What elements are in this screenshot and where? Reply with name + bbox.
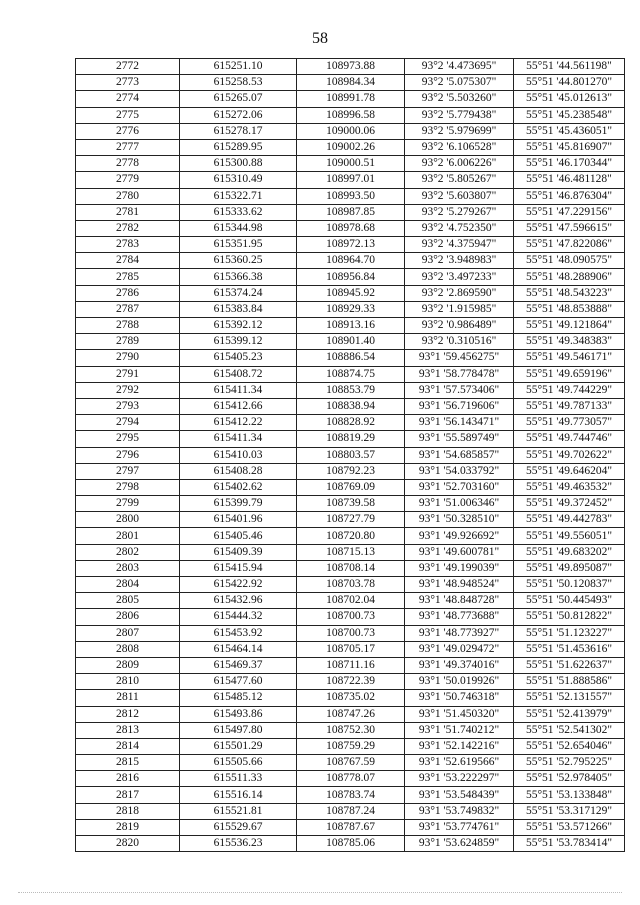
point-number-cell: 2813 <box>76 722 180 738</box>
point-number-cell: 2801 <box>76 528 180 544</box>
point-number-cell: 2804 <box>76 577 180 593</box>
table-row <box>76 657 625 673</box>
x-coordinate-cell: 615401.96 <box>180 512 297 528</box>
longitude-cell: 93°1 '56.719606" <box>405 398 514 414</box>
table-row <box>76 463 625 479</box>
x-coordinate-cell: 615272.06 <box>180 107 297 123</box>
y-coordinate-cell: 108778.07 <box>297 771 405 787</box>
table-row <box>76 690 625 706</box>
longitude-cell: 93°2 '5.503260" <box>405 91 514 107</box>
y-coordinate-cell: 108735.02 <box>297 690 405 706</box>
longitude-cell: 93°2 '5.279267" <box>405 204 514 220</box>
longitude-cell: 93°2 '2.869590" <box>405 285 514 301</box>
y-coordinate-cell: 108913.16 <box>297 318 405 334</box>
latitude-cell: 55°51 '50.120837" <box>514 577 625 593</box>
point-number-cell: 2788 <box>76 318 180 334</box>
y-coordinate-cell: 108720.80 <box>297 528 405 544</box>
table-row <box>76 674 625 690</box>
point-number-cell: 2785 <box>76 269 180 285</box>
table-row <box>76 771 625 787</box>
y-coordinate-cell: 108739.58 <box>297 496 405 512</box>
longitude-cell: 93°1 '48.773688" <box>405 609 514 625</box>
y-coordinate-cell: 108972.13 <box>297 237 405 253</box>
table-row <box>76 803 625 819</box>
longitude-cell: 93°1 '57.573406" <box>405 382 514 398</box>
latitude-cell: 55°51 '44.561198" <box>514 59 625 75</box>
latitude-cell: 55°51 '47.822086" <box>514 237 625 253</box>
longitude-cell: 93°2 '5.979699" <box>405 123 514 139</box>
longitude-cell: 93°2 '4.473695" <box>405 59 514 75</box>
point-number-cell: 2773 <box>76 75 180 91</box>
latitude-cell: 55°51 '48.543223" <box>514 285 625 301</box>
longitude-cell: 93°1 '50.328510" <box>405 512 514 528</box>
table-row <box>76 59 625 75</box>
coordinates-table <box>75 58 625 852</box>
latitude-cell: 55°51 '51.888586" <box>514 674 625 690</box>
longitude-cell: 93°1 '52.619566" <box>405 755 514 771</box>
x-coordinate-cell: 615505.66 <box>180 755 297 771</box>
point-number-cell: 2810 <box>76 674 180 690</box>
x-coordinate-cell: 615477.60 <box>180 674 297 690</box>
y-coordinate-cell: 108747.26 <box>297 706 405 722</box>
y-coordinate-cell: 108828.92 <box>297 415 405 431</box>
x-coordinate-cell: 615453.92 <box>180 625 297 641</box>
x-coordinate-cell: 615493.86 <box>180 706 297 722</box>
table-row <box>76 237 625 253</box>
longitude-cell: 93°1 '56.143471" <box>405 415 514 431</box>
table-row <box>76 285 625 301</box>
y-coordinate-cell: 109000.06 <box>297 123 405 139</box>
table-row <box>76 560 625 576</box>
table-row <box>76 123 625 139</box>
point-number-cell: 2791 <box>76 366 180 382</box>
longitude-cell: 93°2 '6.006226" <box>405 156 514 172</box>
y-coordinate-cell: 108978.68 <box>297 220 405 236</box>
table-row <box>76 819 625 835</box>
point-number-cell: 2797 <box>76 463 180 479</box>
y-coordinate-cell: 108973.88 <box>297 59 405 75</box>
point-number-cell: 2786 <box>76 285 180 301</box>
latitude-cell: 55°51 '48.853888" <box>514 301 625 317</box>
latitude-cell: 55°51 '49.659196" <box>514 366 625 382</box>
x-coordinate-cell: 615411.34 <box>180 382 297 398</box>
longitude-cell: 93°2 '5.603807" <box>405 188 514 204</box>
latitude-cell: 55°51 '48.090575" <box>514 253 625 269</box>
table-row <box>76 787 625 803</box>
longitude-cell: 93°1 '53.774761" <box>405 819 514 835</box>
coordinates-table-body <box>76 59 625 852</box>
table-row <box>76 318 625 334</box>
longitude-cell: 93°1 '50.746318" <box>405 690 514 706</box>
latitude-cell: 55°51 '49.546171" <box>514 350 625 366</box>
y-coordinate-cell: 108853.79 <box>297 382 405 398</box>
point-number-cell: 2798 <box>76 479 180 495</box>
table-row <box>76 220 625 236</box>
longitude-cell: 93°1 '49.199039" <box>405 560 514 576</box>
x-coordinate-cell: 615485.12 <box>180 690 297 706</box>
y-coordinate-cell: 108759.29 <box>297 738 405 754</box>
y-coordinate-cell: 108715.13 <box>297 544 405 560</box>
longitude-cell: 93°2 '3.948983" <box>405 253 514 269</box>
y-coordinate-cell: 108997.01 <box>297 172 405 188</box>
y-coordinate-cell: 108752.30 <box>297 722 405 738</box>
longitude-cell: 93°1 '48.848728" <box>405 593 514 609</box>
y-coordinate-cell: 109002.26 <box>297 139 405 155</box>
x-coordinate-cell: 615411.34 <box>180 431 297 447</box>
point-number-cell: 2772 <box>76 59 180 75</box>
latitude-cell: 55°51 '49.895087" <box>514 560 625 576</box>
x-coordinate-cell: 615501.29 <box>180 738 297 754</box>
longitude-cell: 93°1 '55.589749" <box>405 431 514 447</box>
latitude-cell: 55°51 '49.556051" <box>514 528 625 544</box>
table-row <box>76 204 625 220</box>
x-coordinate-cell: 615265.07 <box>180 91 297 107</box>
y-coordinate-cell: 108956.84 <box>297 269 405 285</box>
x-coordinate-cell: 615278.17 <box>180 123 297 139</box>
latitude-cell: 55°51 '47.229156" <box>514 204 625 220</box>
point-number-cell: 2815 <box>76 755 180 771</box>
x-coordinate-cell: 615536.23 <box>180 836 297 852</box>
longitude-cell: 93°1 '49.926692" <box>405 528 514 544</box>
latitude-cell: 55°51 '53.133848" <box>514 787 625 803</box>
longitude-cell: 93°2 '6.106528" <box>405 139 514 155</box>
x-coordinate-cell: 615444.32 <box>180 609 297 625</box>
point-number-cell: 2811 <box>76 690 180 706</box>
longitude-cell: 93°1 '49.374016" <box>405 657 514 673</box>
table-row <box>76 447 625 463</box>
table-row <box>76 172 625 188</box>
table-row <box>76 107 625 123</box>
point-number-cell: 2807 <box>76 625 180 641</box>
x-coordinate-cell: 615497.80 <box>180 722 297 738</box>
latitude-cell: 55°51 '52.541302" <box>514 722 625 738</box>
latitude-cell: 55°51 '53.317129" <box>514 803 625 819</box>
longitude-cell: 93°1 '51.740212" <box>405 722 514 738</box>
table-row <box>76 706 625 722</box>
table-row <box>76 188 625 204</box>
latitude-cell: 55°51 '46.481128" <box>514 172 625 188</box>
x-coordinate-cell: 615399.79 <box>180 496 297 512</box>
x-coordinate-cell: 615251.10 <box>180 59 297 75</box>
latitude-cell: 55°51 '52.654046" <box>514 738 625 754</box>
y-coordinate-cell: 108819.29 <box>297 431 405 447</box>
x-coordinate-cell: 615408.28 <box>180 463 297 479</box>
y-coordinate-cell: 108987.85 <box>297 204 405 220</box>
y-coordinate-cell: 108785.06 <box>297 836 405 852</box>
longitude-cell: 93°1 '59.456275" <box>405 350 514 366</box>
x-coordinate-cell: 615521.81 <box>180 803 297 819</box>
latitude-cell: 55°51 '44.801270" <box>514 75 625 91</box>
x-coordinate-cell: 615402.62 <box>180 479 297 495</box>
x-coordinate-cell: 615464.14 <box>180 641 297 657</box>
latitude-cell: 55°51 '45.012613" <box>514 91 625 107</box>
table-row <box>76 609 625 625</box>
table-row <box>76 755 625 771</box>
x-coordinate-cell: 615399.12 <box>180 334 297 350</box>
point-number-cell: 2819 <box>76 819 180 835</box>
y-coordinate-cell: 108993.50 <box>297 188 405 204</box>
longitude-cell: 93°1 '51.006346" <box>405 496 514 512</box>
latitude-cell: 55°51 '53.571266" <box>514 819 625 835</box>
point-number-cell: 2778 <box>76 156 180 172</box>
longitude-cell: 93°1 '54.685857" <box>405 447 514 463</box>
latitude-cell: 55°51 '52.795225" <box>514 755 625 771</box>
longitude-cell: 93°2 '4.752350" <box>405 220 514 236</box>
y-coordinate-cell: 108838.94 <box>297 398 405 414</box>
y-coordinate-cell: 108787.67 <box>297 819 405 835</box>
x-coordinate-cell: 615412.22 <box>180 415 297 431</box>
longitude-cell: 93°1 '53.222297" <box>405 771 514 787</box>
table-row <box>76 593 625 609</box>
point-number-cell: 2820 <box>76 836 180 852</box>
y-coordinate-cell: 108787.24 <box>297 803 405 819</box>
y-coordinate-cell: 108984.34 <box>297 75 405 91</box>
y-coordinate-cell: 108929.33 <box>297 301 405 317</box>
latitude-cell: 55°51 '50.812822" <box>514 609 625 625</box>
latitude-cell: 55°51 '51.622637" <box>514 657 625 673</box>
y-coordinate-cell: 108792.23 <box>297 463 405 479</box>
point-number-cell: 2795 <box>76 431 180 447</box>
latitude-cell: 55°51 '46.170344" <box>514 156 625 172</box>
point-number-cell: 2796 <box>76 447 180 463</box>
point-number-cell: 2780 <box>76 188 180 204</box>
table-row <box>76 334 625 350</box>
x-coordinate-cell: 615469.37 <box>180 657 297 673</box>
y-coordinate-cell: 108727.79 <box>297 512 405 528</box>
x-coordinate-cell: 615516.14 <box>180 787 297 803</box>
point-number-cell: 2790 <box>76 350 180 366</box>
longitude-cell: 93°1 '51.450320" <box>405 706 514 722</box>
longitude-cell: 93°2 '4.375947" <box>405 237 514 253</box>
point-number-cell: 2779 <box>76 172 180 188</box>
table-row <box>76 139 625 155</box>
point-number-cell: 2816 <box>76 771 180 787</box>
x-coordinate-cell: 615405.46 <box>180 528 297 544</box>
longitude-cell: 93°1 '48.773927" <box>405 625 514 641</box>
table-row <box>76 496 625 512</box>
longitude-cell: 93°1 '49.600781" <box>405 544 514 560</box>
y-coordinate-cell: 108996.58 <box>297 107 405 123</box>
latitude-cell: 55°51 '49.787133" <box>514 398 625 414</box>
y-coordinate-cell: 108991.78 <box>297 91 405 107</box>
x-coordinate-cell: 615410.03 <box>180 447 297 463</box>
x-coordinate-cell: 615322.71 <box>180 188 297 204</box>
point-number-cell: 2781 <box>76 204 180 220</box>
y-coordinate-cell: 108705.17 <box>297 641 405 657</box>
x-coordinate-cell: 615415.94 <box>180 560 297 576</box>
longitude-cell: 93°1 '50.019926" <box>405 674 514 690</box>
x-coordinate-cell: 615310.49 <box>180 172 297 188</box>
table-row <box>76 836 625 852</box>
latitude-cell: 55°51 '49.744229" <box>514 382 625 398</box>
table-row <box>76 156 625 172</box>
x-coordinate-cell: 615366.38 <box>180 269 297 285</box>
latitude-cell: 55°51 '48.288906" <box>514 269 625 285</box>
latitude-cell: 55°51 '51.453616" <box>514 641 625 657</box>
longitude-cell: 93°2 '3.497233" <box>405 269 514 285</box>
point-number-cell: 2787 <box>76 301 180 317</box>
point-number-cell: 2774 <box>76 91 180 107</box>
latitude-cell: 55°51 '46.876304" <box>514 188 625 204</box>
latitude-cell: 55°51 '49.463532" <box>514 479 625 495</box>
longitude-cell: 93°2 '5.805267" <box>405 172 514 188</box>
longitude-cell: 93°1 '48.948524" <box>405 577 514 593</box>
latitude-cell: 55°51 '52.978405" <box>514 771 625 787</box>
x-coordinate-cell: 615412.66 <box>180 398 297 414</box>
table-row <box>76 431 625 447</box>
longitude-cell: 93°1 '53.624859" <box>405 836 514 852</box>
table-row <box>76 366 625 382</box>
x-coordinate-cell: 615511.33 <box>180 771 297 787</box>
latitude-cell: 55°51 '49.683202" <box>514 544 625 560</box>
table-row <box>76 528 625 544</box>
point-number-cell: 2817 <box>76 787 180 803</box>
point-number-cell: 2782 <box>76 220 180 236</box>
point-number-cell: 2806 <box>76 609 180 625</box>
longitude-cell: 93°1 '54.033792" <box>405 463 514 479</box>
point-number-cell: 2789 <box>76 334 180 350</box>
longitude-cell: 93°1 '49.029472" <box>405 641 514 657</box>
latitude-cell: 55°51 '51.123227" <box>514 625 625 641</box>
latitude-cell: 55°51 '45.816907" <box>514 139 625 155</box>
point-number-cell: 2805 <box>76 593 180 609</box>
table-row <box>76 625 625 641</box>
table-row <box>76 91 625 107</box>
x-coordinate-cell: 615409.39 <box>180 544 297 560</box>
x-coordinate-cell: 615392.12 <box>180 318 297 334</box>
point-number-cell: 2809 <box>76 657 180 673</box>
x-coordinate-cell: 615360.25 <box>180 253 297 269</box>
x-coordinate-cell: 615374.24 <box>180 285 297 301</box>
table-row <box>76 301 625 317</box>
latitude-cell: 55°51 '49.372452" <box>514 496 625 512</box>
table-row <box>76 641 625 657</box>
point-number-cell: 2814 <box>76 738 180 754</box>
latitude-cell: 55°51 '49.773057" <box>514 415 625 431</box>
x-coordinate-cell: 615529.67 <box>180 819 297 835</box>
x-coordinate-cell: 615432.96 <box>180 593 297 609</box>
point-number-cell: 2800 <box>76 512 180 528</box>
point-number-cell: 2792 <box>76 382 180 398</box>
point-number-cell: 2775 <box>76 107 180 123</box>
latitude-cell: 55°51 '53.783414" <box>514 836 625 852</box>
x-coordinate-cell: 615258.53 <box>180 75 297 91</box>
table-row <box>76 382 625 398</box>
table-row <box>76 253 625 269</box>
y-coordinate-cell: 108945.92 <box>297 285 405 301</box>
y-coordinate-cell: 108708.14 <box>297 560 405 576</box>
latitude-cell: 55°51 '49.121864" <box>514 318 625 334</box>
x-coordinate-cell: 615383.84 <box>180 301 297 317</box>
longitude-cell: 93°1 '53.548439" <box>405 787 514 803</box>
latitude-cell: 55°51 '52.131557" <box>514 690 625 706</box>
y-coordinate-cell: 108874.75 <box>297 366 405 382</box>
point-number-cell: 2794 <box>76 415 180 431</box>
point-number-cell: 2803 <box>76 560 180 576</box>
table-row <box>76 479 625 495</box>
latitude-cell: 55°51 '45.436051" <box>514 123 625 139</box>
table-row <box>76 415 625 431</box>
longitude-cell: 93°1 '52.703160" <box>405 479 514 495</box>
point-number-cell: 2802 <box>76 544 180 560</box>
x-coordinate-cell: 615289.95 <box>180 139 297 155</box>
point-number-cell: 2783 <box>76 237 180 253</box>
table-row <box>76 350 625 366</box>
point-number-cell: 2777 <box>76 139 180 155</box>
y-coordinate-cell: 108964.70 <box>297 253 405 269</box>
y-coordinate-cell: 108901.40 <box>297 334 405 350</box>
y-coordinate-cell: 108700.73 <box>297 625 405 641</box>
longitude-cell: 93°1 '58.778478" <box>405 366 514 382</box>
x-coordinate-cell: 615333.62 <box>180 204 297 220</box>
point-number-cell: 2808 <box>76 641 180 657</box>
longitude-cell: 93°1 '52.142216" <box>405 738 514 754</box>
y-coordinate-cell: 109000.51 <box>297 156 405 172</box>
table-row <box>76 512 625 528</box>
point-number-cell: 2799 <box>76 496 180 512</box>
x-coordinate-cell: 615408.72 <box>180 366 297 382</box>
y-coordinate-cell: 108886.54 <box>297 350 405 366</box>
longitude-cell: 93°2 '5.779438" <box>405 107 514 123</box>
longitude-cell: 93°2 '0.986489" <box>405 318 514 334</box>
y-coordinate-cell: 108767.59 <box>297 755 405 771</box>
longitude-cell: 93°2 '5.075307" <box>405 75 514 91</box>
x-coordinate-cell: 615344.98 <box>180 220 297 236</box>
bottom-divider <box>18 892 622 894</box>
latitude-cell: 55°51 '49.442783" <box>514 512 625 528</box>
point-number-cell: 2812 <box>76 706 180 722</box>
point-number-cell: 2818 <box>76 803 180 819</box>
y-coordinate-cell: 108722.39 <box>297 674 405 690</box>
point-number-cell: 2793 <box>76 398 180 414</box>
y-coordinate-cell: 108711.16 <box>297 657 405 673</box>
x-coordinate-cell: 615405.23 <box>180 350 297 366</box>
latitude-cell: 55°51 '45.238548" <box>514 107 625 123</box>
table-row <box>76 398 625 414</box>
point-number-cell: 2776 <box>76 123 180 139</box>
point-number-cell: 2784 <box>76 253 180 269</box>
longitude-cell: 93°1 '53.749832" <box>405 803 514 819</box>
y-coordinate-cell: 108700.73 <box>297 609 405 625</box>
latitude-cell: 55°51 '49.744746" <box>514 431 625 447</box>
longitude-cell: 93°2 '0.310516" <box>405 334 514 350</box>
page-number: 58 <box>312 30 328 47</box>
table-row <box>76 75 625 91</box>
table-row <box>76 544 625 560</box>
table-row <box>76 722 625 738</box>
latitude-cell: 55°51 '49.702622" <box>514 447 625 463</box>
y-coordinate-cell: 108803.57 <box>297 447 405 463</box>
latitude-cell: 55°51 '52.413979" <box>514 706 625 722</box>
x-coordinate-cell: 615351.95 <box>180 237 297 253</box>
latitude-cell: 55°51 '49.646204" <box>514 463 625 479</box>
longitude-cell: 93°2 '1.915985" <box>405 301 514 317</box>
x-coordinate-cell: 615422.92 <box>180 577 297 593</box>
x-coordinate-cell: 615300.88 <box>180 156 297 172</box>
y-coordinate-cell: 108702.04 <box>297 593 405 609</box>
table-row <box>76 738 625 754</box>
latitude-cell: 55°51 '49.348383" <box>514 334 625 350</box>
y-coordinate-cell: 108769.09 <box>297 479 405 495</box>
latitude-cell: 55°51 '47.596615" <box>514 220 625 236</box>
table-row <box>76 269 625 285</box>
table-row <box>76 577 625 593</box>
y-coordinate-cell: 108703.78 <box>297 577 405 593</box>
latitude-cell: 55°51 '50.445493" <box>514 593 625 609</box>
y-coordinate-cell: 108783.74 <box>297 787 405 803</box>
